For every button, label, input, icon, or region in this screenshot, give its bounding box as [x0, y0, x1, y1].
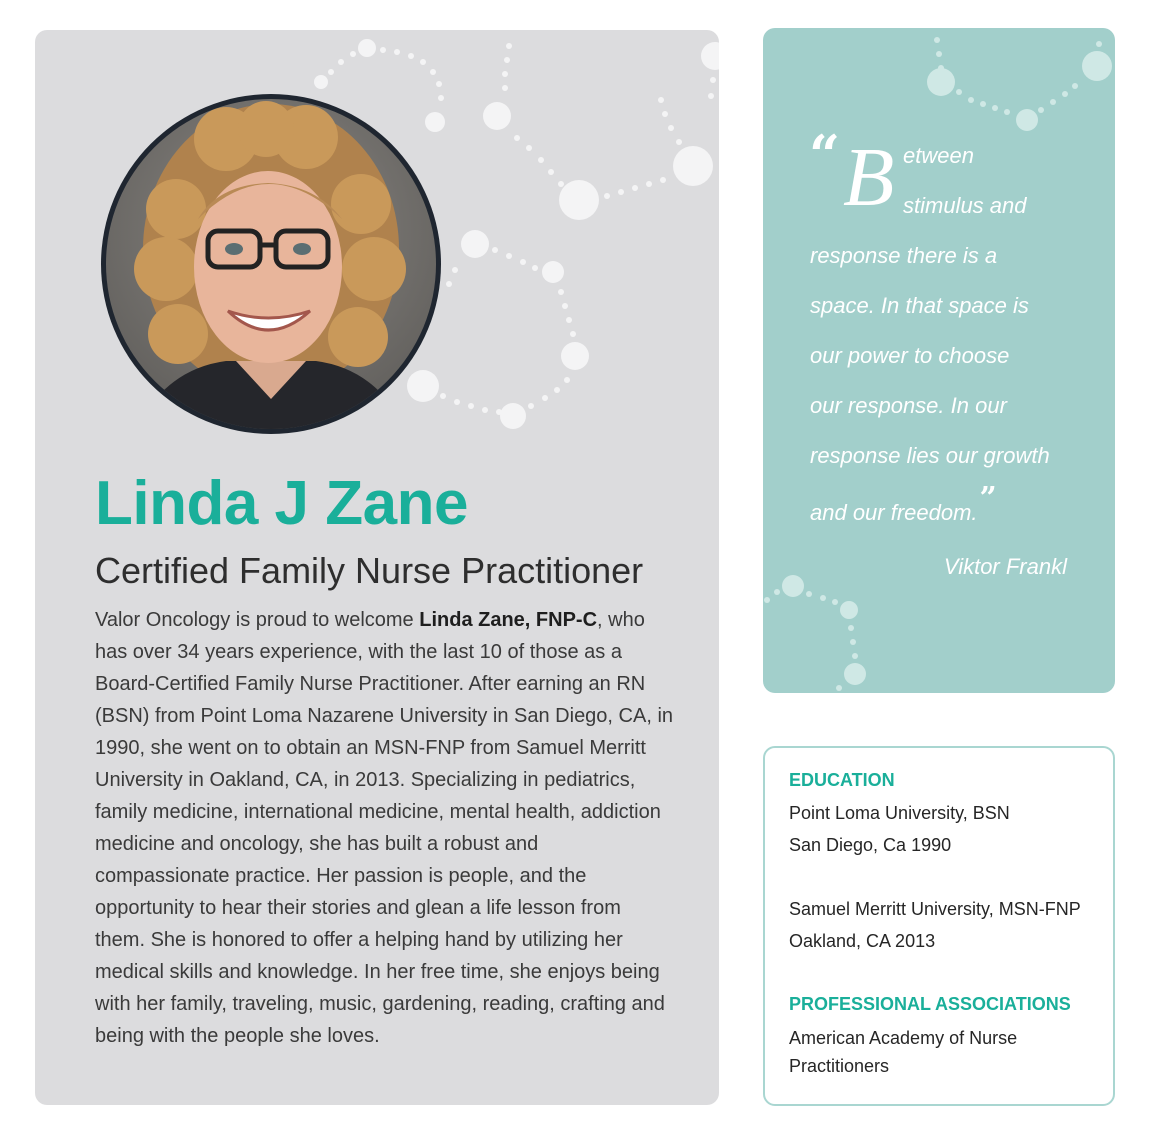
quote-line: stimulus and	[903, 193, 1027, 218]
associations-heading: PROFESSIONAL ASSOCIATIONS	[789, 994, 1071, 1014]
person-title: Certified Family Nurse Practitioner	[95, 550, 644, 591]
quote-drop-cap: B	[843, 131, 895, 224]
education-heading: EDUCATION	[789, 770, 895, 790]
profile-photo	[101, 94, 441, 434]
association-entry: Practitioners	[789, 1056, 890, 1076]
quote-line: our power to choose	[810, 343, 1010, 368]
biography-text: Valor Oncology is proud to welcome Linda Zane, FNP-C, who has over 34 years experience, with the last 10 of those as a Board-Certified Family Nurse Practitioner. After earning an RN (BSN) from Point Loma Nazarene University in San Diego, CA, in 1990, she went on to obtain an MSN-FNP from Samuel Merritt University in Oakland, CA, in 2013. Specializing in pediatrics, family medicine, international medicine, mental health, addiction medicine and oncology, she has built a robust and compassionate practice. Her passion is people, and the opportunity to hear their stories and glean a life lesson from them. She is honored to offer a helping hand by utilizing her medical skills and knowledge. In her free time, she enjoys being with her family, traveling, music, gardening, reading, crafting and being with the people she loves.	[95, 609, 674, 1047]
quote-line: etween	[903, 143, 974, 168]
quote-line: space. In that space is	[810, 293, 1029, 318]
education-entry-school: Samuel Merritt University, MSN-FNP	[789, 899, 1081, 919]
quote-open-mark: “	[809, 123, 841, 187]
quote-line: response lies our growth	[810, 443, 1050, 468]
quote-close-mark: ”	[979, 481, 997, 516]
credentials-card	[763, 746, 1115, 1106]
quote-line-last: and our freedom.”	[810, 481, 997, 525]
profile-card	[35, 30, 719, 1105]
quote-card	[763, 28, 1115, 693]
education-entry-location: San Diego, Ca 1990	[789, 835, 952, 855]
person-name: Linda J Zane	[95, 469, 468, 538]
quote-line: our response. In our	[810, 393, 1007, 418]
bio-highlight-name: Linda Zane, FNP-C	[419, 609, 598, 631]
quote-line: response there is a	[810, 243, 998, 268]
education-entry-location: Oakland, CA 2013	[789, 931, 936, 951]
education-entry-school: Point Loma University, BSN	[789, 803, 1010, 823]
association-entry: American Academy of Nurse	[789, 1028, 1018, 1048]
quote-author: Viktor Frankl	[943, 554, 1067, 579]
